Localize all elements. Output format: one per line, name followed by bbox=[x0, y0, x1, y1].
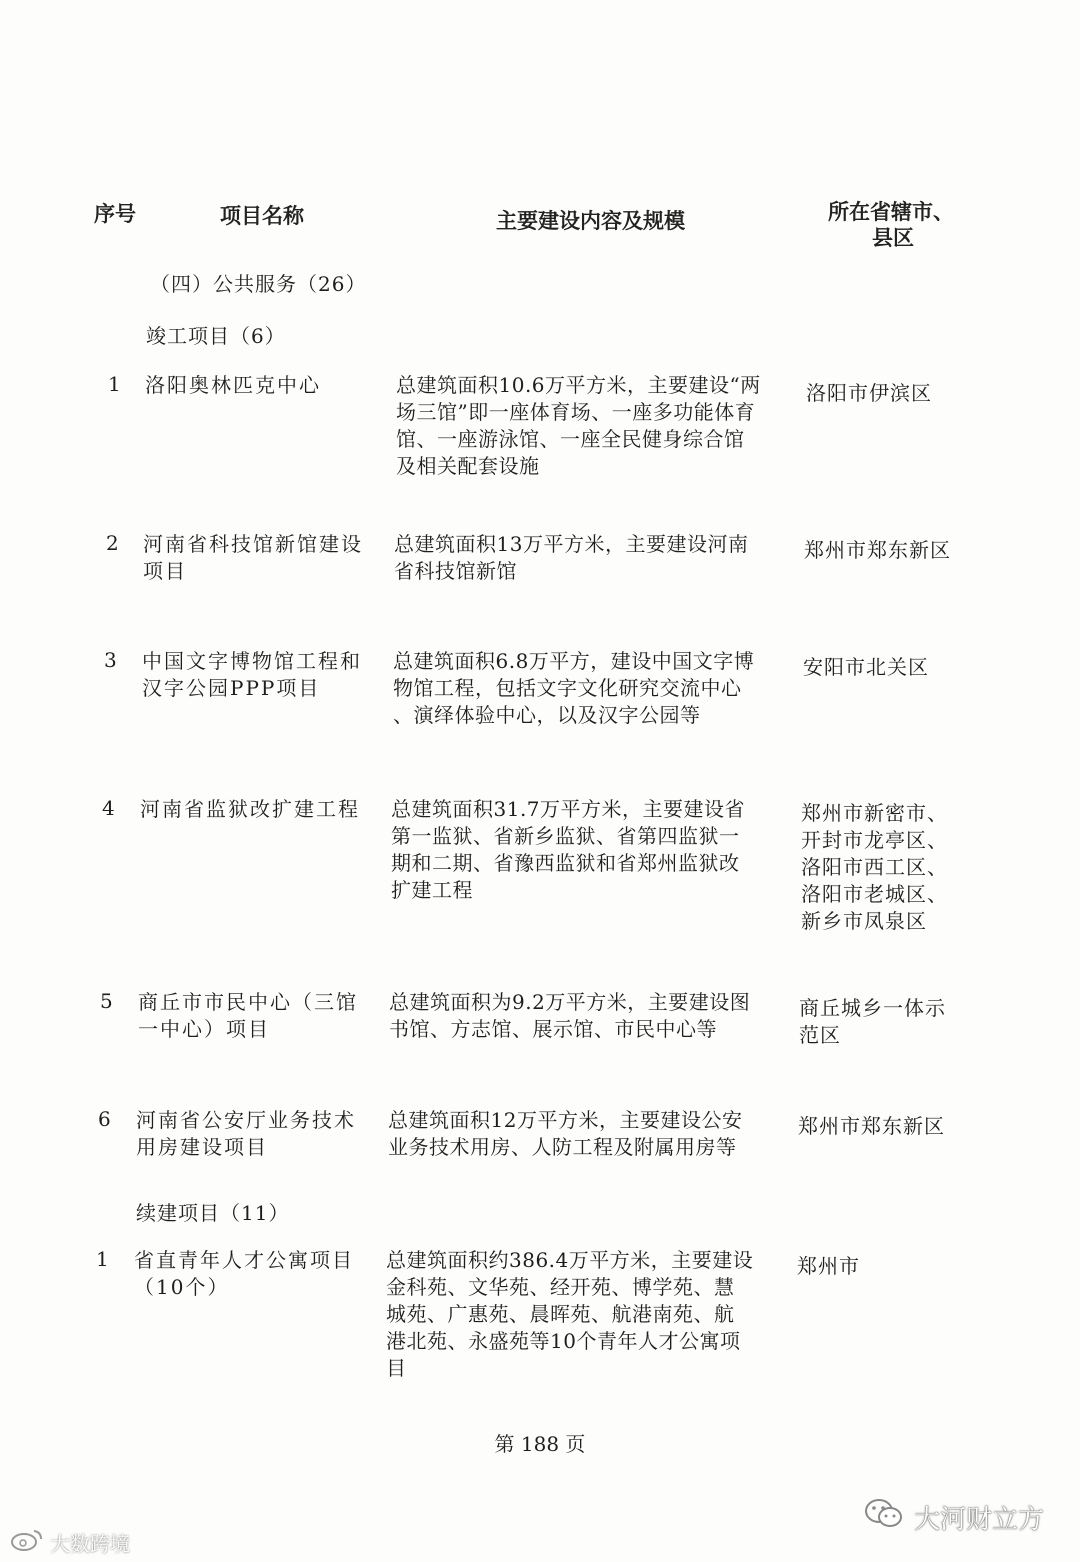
header-content: 主要建设内容及规模 bbox=[496, 209, 685, 233]
row-name: 洛阳奥林匹克中心 bbox=[145, 373, 321, 397]
row-location: 郑州市新密市、 开封市龙亭区、 洛阳市西工区、 洛阳市老城区、 新乡市凤泉区 bbox=[801, 801, 948, 933]
category-title: （四）公共服务（26） bbox=[150, 272, 367, 296]
row-seq: 4 bbox=[102, 796, 115, 820]
row-seq: 1 bbox=[96, 1247, 109, 1271]
row-location: 郑州市郑东新区 bbox=[804, 538, 951, 562]
row-seq: 2 bbox=[106, 531, 119, 555]
row-seq: 3 bbox=[104, 648, 117, 672]
row-seq: 1 bbox=[108, 372, 121, 396]
row-location: 洛阳市伊滨区 bbox=[806, 381, 932, 405]
row-seq: 6 bbox=[98, 1107, 111, 1131]
continued-section-title: 续建项目（11） bbox=[136, 1201, 290, 1225]
row-desc: 总建筑面积为9.2万平方米，主要建设图 书馆、方志馆、展示馆、市民中心等 bbox=[389, 990, 751, 1041]
watermark-right bbox=[864, 1497, 1044, 1538]
row-name: 河南省监狱改扩建工程 bbox=[140, 797, 360, 821]
row-desc: 总建筑面积13万平方米，主要建设河南 省科技馆新馆 bbox=[394, 532, 749, 583]
row-desc: 总建筑面积10.6万平方米，主要建设“两 场三馆”即一座体育场、一座多功能体育 馆、一座游泳馆、一座全民健身综合馆 及相关配套设施 bbox=[396, 373, 761, 478]
watermark-left bbox=[10, 1528, 130, 1557]
row-name: 河南省科技馆新馆建设 项目 bbox=[143, 532, 363, 583]
header-seq: 序号 bbox=[94, 202, 136, 226]
watermark-right-text: 大河财立方 bbox=[913, 1505, 1044, 1535]
weibo-icon bbox=[10, 1528, 44, 1557]
row-desc: 总建筑面积31.7万平方米，主要建设省 第一监狱、省新乡监狱、省第四监狱一 期和二期、省豫西监狱和省郑州监狱改 扩建工程 bbox=[391, 797, 746, 902]
row-location: 商丘城乡一体示 范区 bbox=[799, 996, 946, 1047]
completed-section-title: 竣工项目（6） bbox=[146, 324, 286, 348]
watermark-left-text: 大数跨境 bbox=[50, 1532, 130, 1556]
header-location-line1: 所在省辖市、 bbox=[828, 200, 954, 224]
row-desc: 总建筑面积12万平方米，主要建设公安 业务技术用房、人防工程及附属用房等 bbox=[388, 1108, 743, 1159]
page-number: 第 188 页 bbox=[494, 1432, 586, 1456]
row-name: 商丘市市民中心（三馆 一中心）项目 bbox=[138, 990, 358, 1041]
row-location: 郑州市郑东新区 bbox=[798, 1114, 945, 1138]
row-name: 省直青年人才公寓项目 （10个） bbox=[134, 1248, 354, 1299]
header-location-line2: 县区 bbox=[872, 226, 914, 250]
row-desc: 总建筑面积约386.4万平方米，主要建设 金科苑、文华苑、经开苑、博学苑、慧 城苑、广惠苑、晨晖苑、航港南苑、航 港北苑、永盛苑等10个青年人才公寓项 目 bbox=[386, 1248, 754, 1380]
wechat-icon bbox=[864, 1497, 904, 1538]
header-name: 项目名称 bbox=[220, 204, 304, 228]
row-desc: 总建筑面积6.8万平方，建设中国文字博 物馆工程，包括文字文化研究交流中心 、演绎体验中心，以及汉字公园等 bbox=[393, 649, 755, 727]
row-seq: 5 bbox=[100, 989, 113, 1013]
row-name: 中国文字博物馆工程和 汉字公园PPP项目 bbox=[142, 649, 362, 700]
row-location: 安阳市北关区 bbox=[803, 655, 929, 679]
row-name: 河南省公安厅业务技术 用房建设项目 bbox=[136, 1108, 356, 1159]
row-location: 郑州市 bbox=[797, 1254, 860, 1278]
